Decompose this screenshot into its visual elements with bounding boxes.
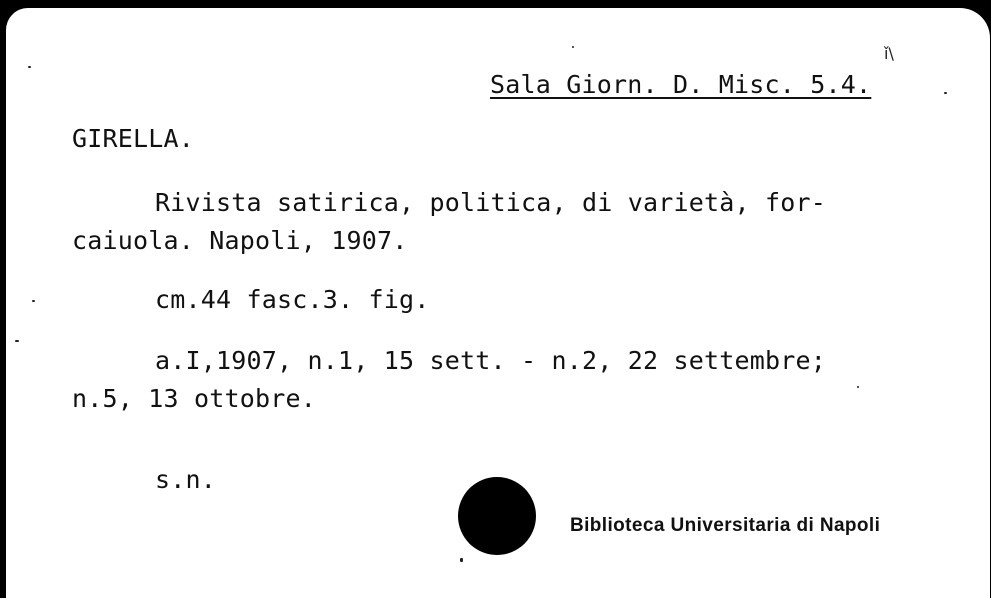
scan-speck xyxy=(572,46,574,48)
scan-speck xyxy=(857,386,859,388)
scan-speck xyxy=(32,300,35,302)
note-sn: s.n. xyxy=(155,465,217,494)
holdings-line-1: a.I,1907, n.1, 15 sett. - n.2, 22 settembre; xyxy=(155,346,827,375)
physical-format: cm.44 fasc.3. fig. xyxy=(155,285,430,314)
record-title: GIRELLA. xyxy=(72,124,195,153)
scan-speck xyxy=(15,340,19,342)
scan-speck xyxy=(28,66,31,68)
holdings-line-2: n.5, 13 ottobre. xyxy=(72,384,317,413)
handwritten-mark: ǐ\ xyxy=(884,44,894,63)
shelfmark: Sala Giorn. D. Misc. 5.4. xyxy=(490,70,872,99)
library-name: Biblioteca Universitaria di Napoli xyxy=(570,515,881,536)
description-line-1: Rivista satirica, politica, di varietà, for- xyxy=(155,188,827,217)
scan-speck xyxy=(460,558,463,562)
stamp-dot-icon xyxy=(458,477,536,555)
scan-speck xyxy=(944,92,947,94)
description-line-2: caiuola. Napoli, 1907. xyxy=(72,226,408,255)
